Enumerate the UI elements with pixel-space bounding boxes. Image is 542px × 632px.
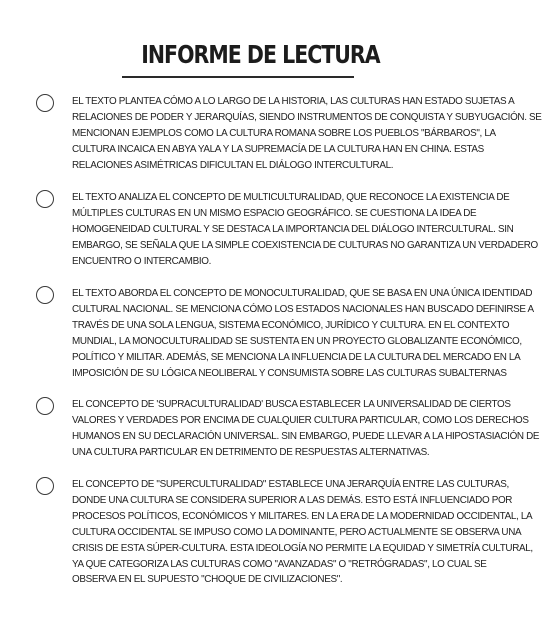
circle-checkbox-4[interactable] xyxy=(36,397,54,415)
item-1-line-1: EL TEXTO PLANTEA CÓMO A LO LARGO DE LA HISTORIA, LAS CULTURAS HAN ESTADO SUJETAS A xyxy=(72,96,515,107)
item-4-line-3: HUMANOS EN SU DECLARACIÓN UNIVERSAL. SIN EMBARGO, PUEDE LLEVAR A LA HIPOSTASIACIÓN DE xyxy=(72,430,540,442)
item-5-line-4: CULTURA OCCIDENTAL SE IMPUSO COMO LA DOMINANTE, PERO ACTUALMENTE SE OBSERVA UNA xyxy=(72,526,522,538)
item-3-line-4: MUNDIAL, LA MONOCULTURALIDAD SE SUSTENTA EN UN PROYECTO GLOBALIZANTE ECONÓMICO, xyxy=(72,335,522,347)
circle-checkbox-2[interactable] xyxy=(36,190,54,208)
item-4-line-4: UNA CULTURA PARTICULAR EN DETRIMENTO DE RESPUESTAS ALTERNATIVAS. xyxy=(72,446,430,458)
item-3-line-6: IMPOSICIÓN DE SU LÓGICA NEOLIBERAL Y CONSUMISTA SOBRE LAS CULTURAS SUBALTERNAS xyxy=(72,367,507,379)
item-2-line-3: HOMOGENEIDAD CULTURAL Y SE DESTACA LA IMPORTANCIA DEL DIÁLOGO INTERCULTURAL. SIN xyxy=(72,223,514,235)
item-4-line-1: EL CONCEPTO DE 'SUPRACULTURALIDAD' BUSCA ESTABLECER LA UNIVERSALIDAD DE CIERTOS xyxy=(72,399,511,410)
item-5-line-7: OBSERVA EN EL SUPUESTO "CHOQUE DE CIVILIZACIONES". xyxy=(72,574,343,586)
circle-checkbox-1[interactable] xyxy=(36,94,54,112)
item-3-line-1: EL TEXTO ABORDA EL CONCEPTO DE MONOCULTURALIDAD, QUE SE BASA EN UNA ÚNICA IDENTIDAD xyxy=(72,288,533,299)
item-2-line-5: ENCUENTRO O INTERCAMBIO. xyxy=(72,255,211,267)
item-1-line-3: MENCIONAN EJEMPLOS COMO LA CULTURA ROMANA SOBRE LOS PUEBLOS "BÁRBAROS", LA xyxy=(72,127,496,139)
item-4-line-2: VALORES Y VERDADES POR ENCIMA DE CUALQUIER CULTURA PARTICULAR, COMO LOS DERECHOS xyxy=(72,414,529,426)
item-text-2 xyxy=(72,190,538,270)
item-text-1 xyxy=(72,94,542,174)
item-5-line-6: YA QUE CATEGORIZA LAS CULTURAS COMO "AVANZADAS" O "RETRÓGRADAS", LO CUAL SE xyxy=(72,558,487,570)
item-3-line-5: POLÍTICO Y MILITAR. ADEMÁS, SE MENCIONA LA INFLUENCIA DE LA CULTURA DEL MERCADO EN LA xyxy=(72,351,521,363)
item-text-5 xyxy=(72,477,533,588)
item-text-3 xyxy=(72,286,534,381)
page-title: INFORME DE LECTURA xyxy=(141,40,380,69)
item-2-line-1: EL TEXTO ANALIZA EL CONCEPTO DE MULTICULTURALIDAD, QUE RECONOCE LA EXISTENCIA DE xyxy=(72,192,510,203)
item-3-line-2: CULTURAL NACIONAL. SE MENCIONA CÓMO LOS ESTADOS NACIONALES HAN BUSCADO DEFINIRSE A xyxy=(72,303,534,315)
item-text-4 xyxy=(72,397,540,461)
circle-checkbox-3[interactable] xyxy=(36,286,54,304)
item-5-line-5: CRISIS DE ESTA SÚPER-CULTURA. ESTA IDEOLOGÍA NO PERMITE LA EQUIDAD Y SIMETRÍA CULTURAL, xyxy=(72,542,533,554)
item-5-line-3: PROCESOS POLÍTICOS, ECONÓMICOS Y MILITARES. EN LA ERA DE LA MODERNIDAD OCCIDENTAL, LA xyxy=(72,510,533,522)
item-1-line-2: RELACIONES DE PODER Y JERARQUÍAS, SIENDO INSTRUMENTOS DE CONQUISTA Y SUBYUGACIÓN. SE xyxy=(72,111,542,123)
item-2-line-4: EMBARGO, SE SEÑALA QUE LA SIMPLE COEXISTENCIA DE CULTURAS NO GARANTIZA UN VERDADERO xyxy=(72,239,538,251)
circle-checkbox-5[interactable] xyxy=(36,477,54,495)
item-2-line-2: MÚLTIPLES CULTURAS EN UN MISMO ESPACIO GEOGRÁFICO. SE CUESTIONA LA IDEA DE xyxy=(72,207,477,219)
item-5-line-2: DONDE UNA CULTURA SE CONSIDERA SUPERIOR A LAS DEMÁS. ESTO ESTÁ INFLUENCIADO POR xyxy=(72,494,513,506)
item-1-line-5: RELACIONES ASIMÉTRICAS DIFICULTAN EL DIÁLOGO INTERCULTURAL. xyxy=(72,159,394,171)
item-5-line-1: EL CONCEPTO DE "SUPERCULTURALIDAD" ESTABLECE UNA JERARQUÍA ENTRE LAS CULTURAS, xyxy=(72,479,509,490)
item-3-line-3: TRAVÉS DE UNA SOLA LENGUA, SISTEMA ECONÓMICO, JURÍDICO Y CULTURA. EN EL CONTEXTO xyxy=(72,319,510,331)
item-1-line-4: CULTURA INCAICA EN ABYA YALA Y LA SUPREMACÍA DE LA CULTURA HAN EN CHINA. ESTAS xyxy=(72,143,484,155)
title-underline xyxy=(122,76,354,78)
